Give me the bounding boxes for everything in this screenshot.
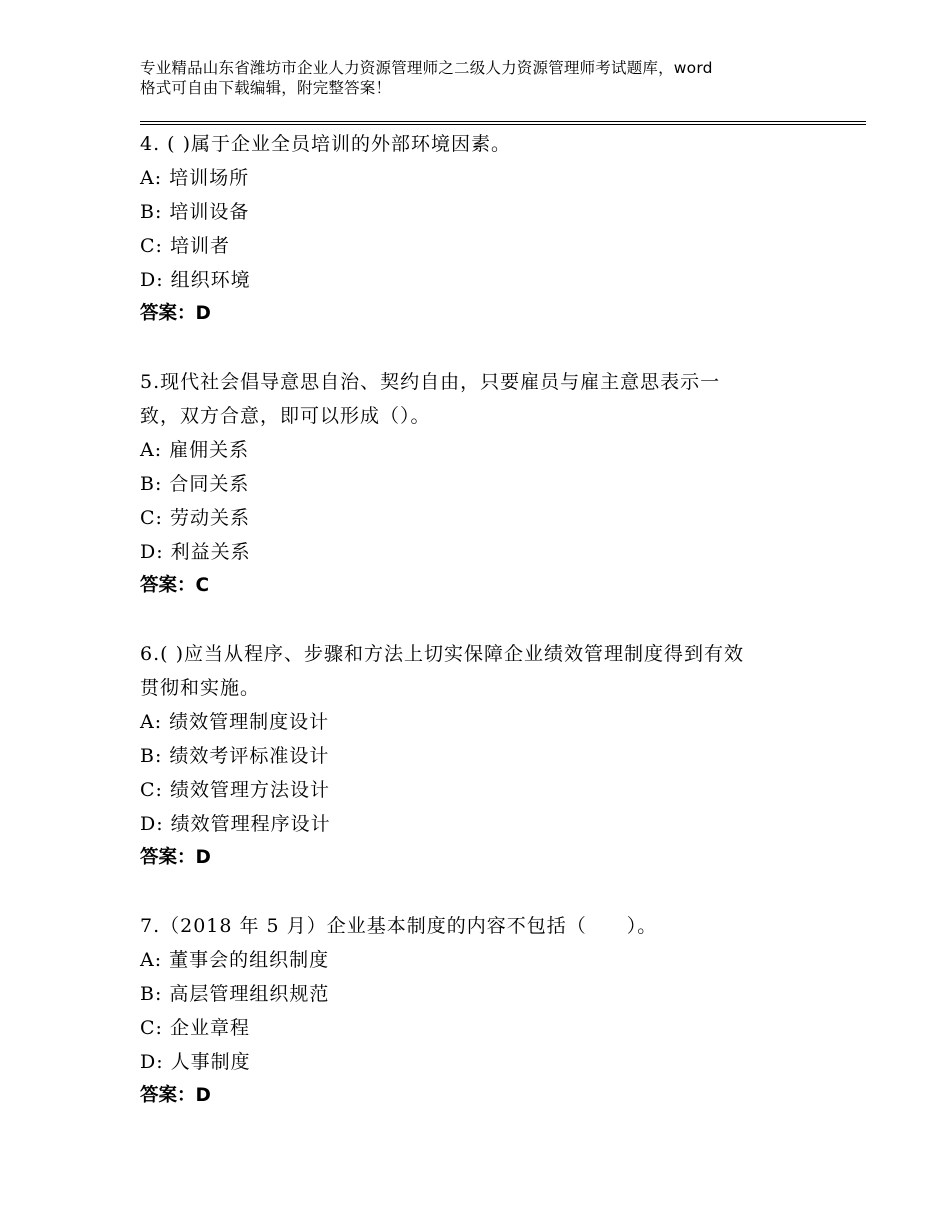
question-stem: 5.现代社会倡导意思自治、契约自由，只要雇员与雇主意思表示一: [140, 371, 721, 393]
header-divider-bottom: [140, 124, 866, 125]
header-line-2: 格式可自由下载编辑，附完整答案！: [140, 79, 392, 97]
question-stem-continued: 贯彻和实施。: [140, 677, 261, 699]
question-4: [140, 127, 840, 331]
answer: 答案：D: [140, 303, 211, 324]
question-stem: 6.( )应当从程序、步骤和方法上切实保障企业绩效管理制度得到有效: [140, 643, 744, 665]
option-d: D: 组织环境: [140, 269, 251, 291]
option-d: D: 绩效管理程序设计: [140, 813, 331, 835]
option-b: B: 合同关系: [140, 473, 250, 495]
option-b: B: 培训设备: [140, 201, 250, 223]
option-c: C: 培训者: [140, 235, 230, 257]
option-c: C: 劳动关系: [140, 507, 250, 529]
document-header: [140, 58, 840, 98]
answer: 答案：D: [140, 1085, 211, 1106]
answer: 答案：C: [140, 575, 210, 596]
answer: 答案：D: [140, 847, 211, 868]
question-list: [140, 127, 840, 1113]
option-d: D: 利益关系: [140, 541, 251, 563]
option-d: D: 人事制度: [140, 1051, 251, 1073]
question-5: [140, 365, 840, 603]
question-6: [140, 637, 840, 875]
header-line-1: 专业精品山东省潍坊市企业人力资源管理师之二级人力资源管理师考试题库，word: [140, 59, 713, 77]
question-7: [140, 909, 840, 1113]
option-a: A: 董事会的组织制度: [140, 949, 330, 971]
question-stem: 4. ( )属于企业全员培训的外部环境因素。: [140, 133, 512, 155]
question-stem: 7.（2018 年 5 月）企业基本制度的内容不包括（ ）。: [140, 915, 658, 937]
option-a: A: 绩效管理制度设计: [140, 711, 330, 733]
option-b: B: 高层管理组织规范: [140, 983, 330, 1005]
option-a: A: 培训场所: [140, 167, 250, 189]
option-a: A: 雇佣关系: [140, 439, 250, 461]
option-b: B: 绩效考评标准设计: [140, 745, 330, 767]
option-c: C: 绩效管理方法设计: [140, 779, 330, 801]
header-divider-top: [140, 121, 866, 122]
option-c: C: 企业章程: [140, 1017, 250, 1039]
question-stem-continued: 致，双方合意，即可以形成（）。: [140, 405, 431, 427]
